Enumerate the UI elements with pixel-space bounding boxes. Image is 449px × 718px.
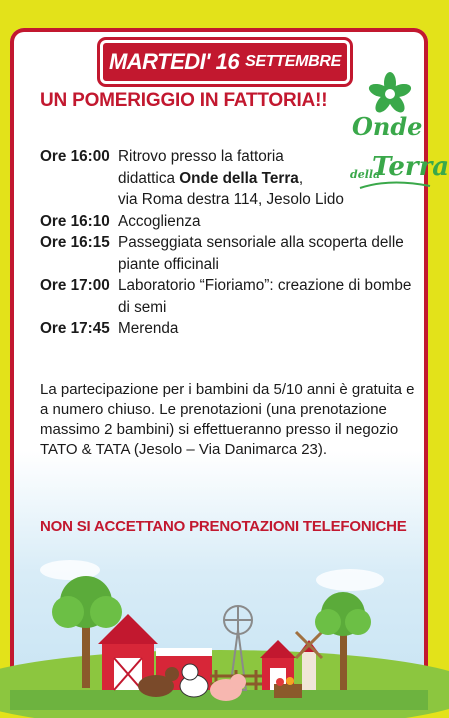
schedule-desc-comma: , xyxy=(298,169,304,187)
schedule-time: Ore 16:15 xyxy=(40,234,110,251)
event-card xyxy=(10,28,449,710)
schedule-desc: Accoglienza xyxy=(118,212,201,230)
farm-name: Onde della Terra xyxy=(179,169,299,187)
schedule-row xyxy=(40,232,425,275)
logo-word-onde: Onde xyxy=(352,112,423,141)
date-banner xyxy=(100,40,350,84)
schedule-row xyxy=(40,146,425,211)
participation-info: La partecipazione per i bambini da 5/10 anni è gratuita e a numero chiuso. Le prenotazioni (una prenotazione massimo 2 bambini) si effettueranno presso il negozio TATO & TATA (Jesolo – Via Danimarca 23). xyxy=(40,381,415,458)
schedule-row xyxy=(40,211,425,233)
schedule-time: Ore 17:00 xyxy=(40,277,110,294)
schedule-desc: Merenda xyxy=(118,320,179,337)
schedule-desc: Laboratorio “Fioriamo”: creazione di bombe di semi xyxy=(118,277,412,316)
schedule-time: Ore 16:10 xyxy=(40,212,110,230)
schedule-time: Ore 16:00 xyxy=(40,148,110,165)
logo-word-terra: Terra xyxy=(372,152,449,182)
schedule xyxy=(40,146,425,340)
logo-word-della: della xyxy=(350,168,381,181)
schedule-desc-address: via Roma destra 114, Jesolo Lido xyxy=(118,191,344,208)
farm-illustration xyxy=(10,540,428,710)
schedule-desc: Passeggiata sensoriale alla scoperta delle piante officinali xyxy=(118,234,404,273)
schedule-time: Ore 17:45 xyxy=(40,320,110,337)
no-phone-booking-warning: NON SI ACCETTANO PRENOTAZIONI TELEFONICHE xyxy=(40,518,407,535)
date-day: MARTEDI' 16 xyxy=(108,49,240,74)
schedule-desc xyxy=(118,146,425,211)
schedule-row xyxy=(40,318,425,340)
date-month: SETTEMBRE xyxy=(245,53,342,70)
headline: UN POMERIGGIO IN FATTORIA!! xyxy=(40,90,328,111)
schedule-desc-line2: didattica xyxy=(118,169,180,187)
schedule-desc-line1: Ritrovo presso la fattoria xyxy=(118,148,284,165)
schedule-row xyxy=(40,275,425,318)
